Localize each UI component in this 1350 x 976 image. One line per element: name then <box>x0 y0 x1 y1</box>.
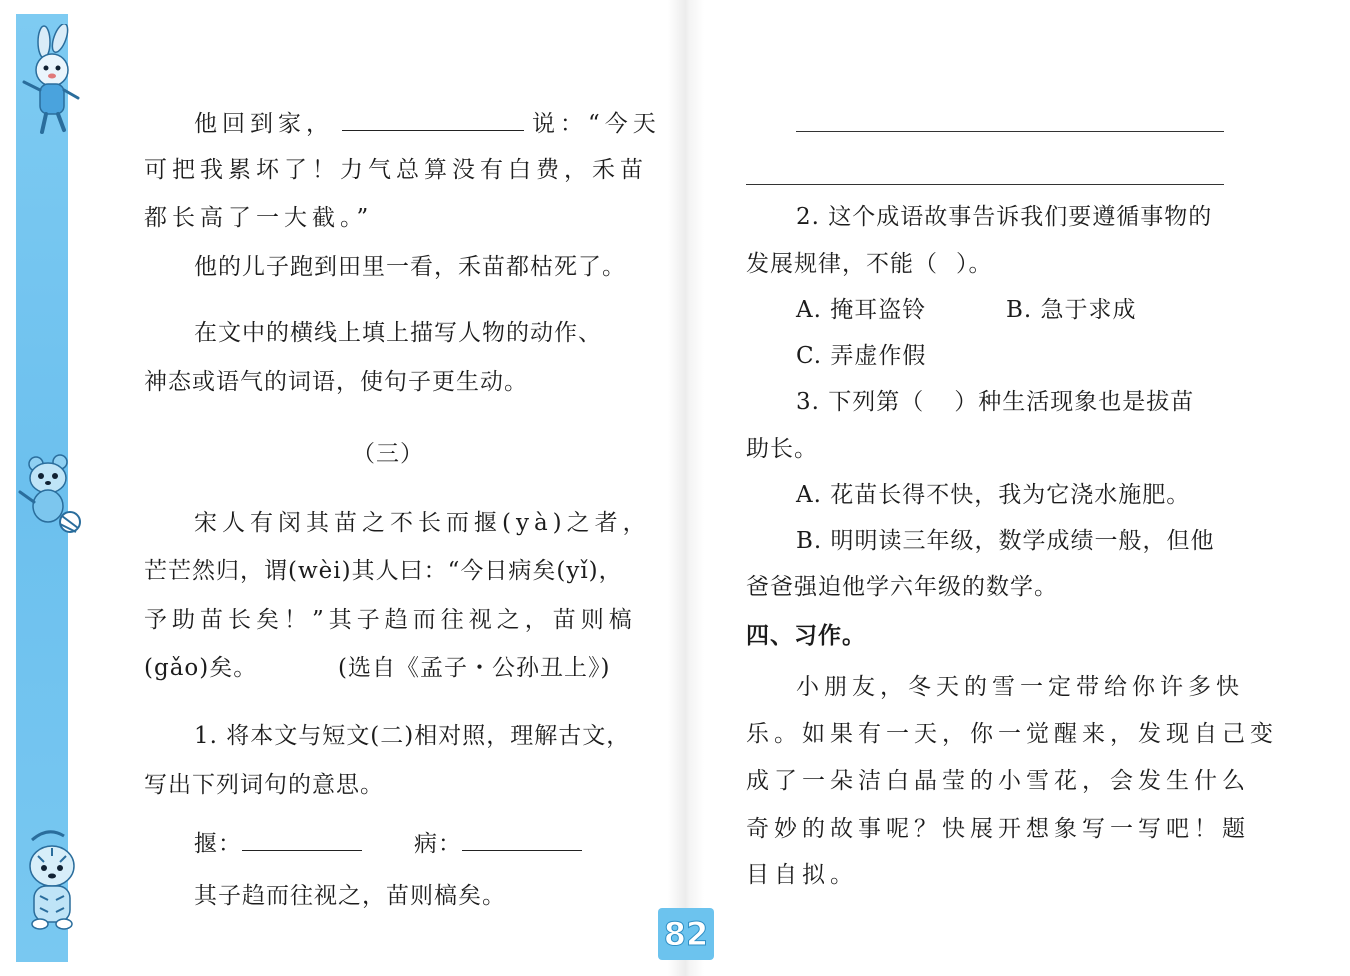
page-number: 82 <box>658 908 714 960</box>
writing-prompt-line-3: 成了一朵洁白晶莹的小雪花，会发生什么 <box>746 768 1250 794</box>
sentence-to-explain: 其子趋而往视之，苗则槁矣。 <box>194 883 506 909</box>
writing-prompt-line-1: 小朋友，冬天的雪一定带给你许多快 <box>796 674 1244 700</box>
writing-prompt-line-5: 目自拟。 <box>746 862 858 888</box>
classical-line-1: 宋人有闵其苗之不长而揠(yà)之者， <box>194 510 651 536</box>
writing-prompt-line-2: 乐。如果有一天，你一觉醒来，发现自己变 <box>746 721 1278 747</box>
rabbit-mascot-icon <box>14 24 88 136</box>
answer-line-2[interactable] <box>746 184 1224 185</box>
word-ya-row: 揠： <box>194 826 362 859</box>
answer-blank-ya[interactable] <box>242 826 362 851</box>
question-line-2: 神态或语气的词语，使句子更生动。 <box>144 369 528 395</box>
source-citation: (选自《孟子・公孙丑上》) <box>338 655 611 681</box>
story-line-3: 都长高了一大截。” <box>144 205 374 231</box>
book-gutter <box>668 0 704 976</box>
question-line-1: 在文中的横线上填上描写人物的动作、 <box>194 320 602 346</box>
question-1-line-2: 写出下列词句的意思。 <box>144 772 384 798</box>
story-line-2: 可把我累坏了！力气总算没有白费，禾苗 <box>144 157 648 183</box>
question-3-line-1: 3. 下列第（ ）种生活现象也是拔苗 <box>796 389 1195 415</box>
section-heading: （三） <box>352 441 424 467</box>
story-line-4: 他的儿子跑到田里一看，禾苗都枯死了。 <box>194 254 626 280</box>
option-3a[interactable]: A. 花苗长得不快，我为它浇水施肥。 <box>796 482 1191 508</box>
question-2-line-1: 2. 这个成语故事告诉我们要遵循事物的 <box>796 204 1213 230</box>
question-1-line-1: 1. 将本文与短文(二)相对照，理解古文， <box>194 723 631 749</box>
option-3b-line-1[interactable]: B. 明明读三年级，数学成绩一般，但他 <box>796 528 1215 554</box>
answer-line-1[interactable] <box>796 131 1224 132</box>
tiger-mascot-icon <box>18 826 88 932</box>
word-bing-row: 病： <box>414 826 582 859</box>
question-3-line-2: 助长。 <box>746 436 818 462</box>
raccoon-mascot-icon <box>14 452 88 536</box>
classical-line-2: 芒芒然归，谓(wèi)其人曰：“今日病矣(yǐ)， <box>144 558 623 584</box>
option-2a[interactable]: A. 掩耳盗铃 <box>796 297 927 323</box>
classical-line-3: 予助苗长矣！”其子趋而往视之，苗则槁 <box>144 607 637 633</box>
writing-prompt-line-4: 奇妙的故事呢？快展开想象写一写吧！题 <box>746 816 1250 842</box>
option-3b-line-2: 爸爸强迫他学六年级的数学。 <box>746 574 1058 600</box>
story-line-1: 他回到家， 说：“今天 <box>194 106 661 139</box>
question-2-line-2: 发展规律，不能（ ）。 <box>746 251 993 277</box>
section-four-heading: 四、习作。 <box>746 622 866 649</box>
answer-blank-bing[interactable] <box>462 826 582 851</box>
option-2b[interactable]: B. 急于求成 <box>1006 297 1137 323</box>
classical-line-4: (gǎo)矣。 <box>144 655 258 681</box>
fill-in-blank[interactable] <box>342 106 524 131</box>
option-2c[interactable]: C. 弄虚作假 <box>796 343 927 369</box>
